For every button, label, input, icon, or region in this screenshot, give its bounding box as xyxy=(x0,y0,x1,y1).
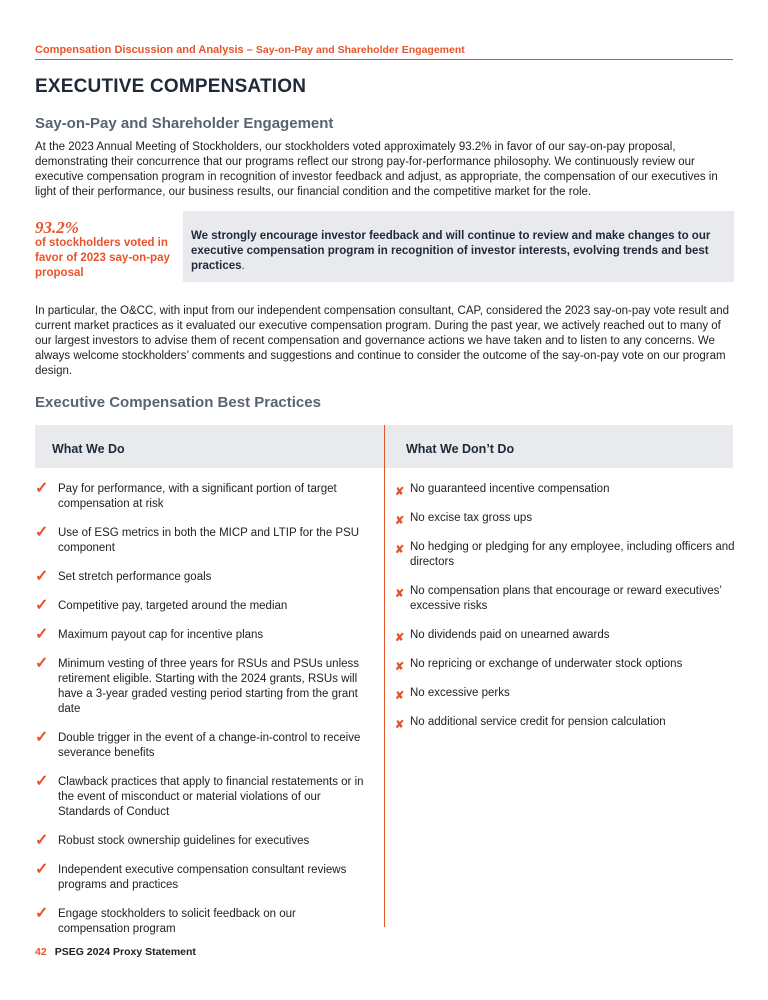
cross-icon: ✘ xyxy=(395,632,405,644)
do-list-item xyxy=(35,482,370,512)
cross-icon: ✘ xyxy=(395,486,405,498)
do-list-item-text: Maximum payout cap for incentive plans xyxy=(58,629,264,641)
callout-text: We strongly encourage investor feedback and will continue to review and make changes to our executive compensation program in recognition of investor interests, evolving trends and best practices xyxy=(191,230,711,272)
do-list-item xyxy=(35,599,370,614)
best-practices-heading: Executive Compensation Best Practices xyxy=(35,394,321,411)
callout-box xyxy=(183,211,734,282)
stat-label: of stockholders voted in favor of 2023 say-on-pay proposal xyxy=(35,237,170,279)
dont-list-item xyxy=(385,657,735,672)
header-section: Compensation Discussion and Analysis – xyxy=(35,44,256,56)
stat-value: 93.2% xyxy=(35,218,79,237)
what-we-do-heading: What We Do xyxy=(35,425,384,468)
do-list-item xyxy=(35,657,370,717)
dont-list-item-text: No guaranteed incentive compensation xyxy=(410,483,610,495)
running-header xyxy=(35,44,733,60)
cross-icon: ✘ xyxy=(395,544,405,556)
do-list-item-text: Use of ESG metrics in both the MICP and LTIP for the PSU component xyxy=(58,527,360,554)
what-we-dont-do-heading: What We Don’t Do xyxy=(385,425,733,468)
do-list-item-text: Set stretch performance goals xyxy=(58,571,212,583)
do-list-item xyxy=(35,628,370,643)
do-list-item-text: Engage stockholders to solicit feedback on our compensation program xyxy=(58,908,296,935)
checkmark-icon: ✓ xyxy=(35,861,49,878)
say-on-pay-intro: At the 2023 Annual Meeting of Stockholders, our stockholders voted approximately 93.2% in favor of our say-on-pay proposal, demonstrating their concurrence that our programs reflect our strong pay-for-performance philosophy. We continuously review our executive compensation program in recognition of investor feedback and adjust, as appropriate, the compensation of our executives in light of their performance, our business results, our financial condition and the competitive market for the role. xyxy=(35,141,718,198)
say-on-pay-followup: In particular, the O&CC, with input from our independent compensation consultant, CAP, considered the 2023 say-on-pay vote result and current market practices as it evaluated our executive compensation program. During the past year, we actively reached out to many of our largest investors to advise them of recent compensation and governance actions we have taken and to listen to any concerns. We always welcome stockholders’ comments and suggestions and continue to consider the outcome of the say-on-pay vote on our program design. xyxy=(35,305,730,377)
do-list-item-text: Minimum vesting of three years for RSUs and PSUs unless retirement eligible. Starting with the 2024 grants, RSUs will have a 3-year graded vesting period starting from the grant date xyxy=(58,658,360,715)
do-list-item-text: Competitive pay, targeted around the median xyxy=(58,600,288,612)
do-list-item-text: Independent executive compensation consultant reviews programs and practices xyxy=(58,864,347,891)
do-list-item-text: Pay for performance, with a significant portion of target compensation at risk xyxy=(58,483,337,510)
do-list-item-text: Robust stock ownership guidelines for executives xyxy=(58,835,310,847)
page-number: 42 xyxy=(35,946,47,958)
dont-list-item xyxy=(385,482,735,497)
do-list-item xyxy=(35,731,370,761)
cross-icon: ✘ xyxy=(395,690,405,702)
checkmark-icon: ✓ xyxy=(35,729,49,746)
checkmark-icon: ✓ xyxy=(35,626,49,643)
do-list-item xyxy=(35,863,370,893)
dont-list-item-text: No dividends paid on unearned awards xyxy=(410,629,610,641)
page-footer xyxy=(35,946,196,958)
dont-list-item xyxy=(385,628,735,643)
dont-list-item-text: No hedging or pledging for any employee, including officers and directors xyxy=(410,541,735,568)
do-list-item xyxy=(35,570,370,585)
say-on-pay-heading: Say-on-Pay and Shareholder Engagement xyxy=(35,115,334,132)
what-we-dont-do-list xyxy=(385,482,735,744)
checkmark-icon: ✓ xyxy=(35,773,49,790)
cross-icon: ✘ xyxy=(395,719,405,731)
checkmark-icon: ✓ xyxy=(35,524,49,541)
do-list-item xyxy=(35,834,370,849)
do-list-item xyxy=(35,907,370,937)
document-title: PSEG 2024 Proxy Statement xyxy=(54,946,196,958)
cross-icon: ✘ xyxy=(395,515,405,527)
do-list-item xyxy=(35,775,370,820)
checkmark-icon: ✓ xyxy=(35,568,49,585)
dont-list-item-text: No repricing or exchange of underwater stock options xyxy=(410,658,683,670)
dont-list-item-text: No excessive perks xyxy=(410,687,510,699)
do-list-item-text: Double trigger in the event of a change-in-control to receive severance benefits xyxy=(58,732,361,759)
what-we-do-list xyxy=(35,482,370,951)
cross-icon: ✘ xyxy=(395,588,405,600)
dont-list-item-text: No additional service credit for pension calculation xyxy=(410,716,666,728)
dont-list-item xyxy=(385,715,735,730)
dont-list-item-text: No excise tax gross ups xyxy=(410,512,533,524)
dont-list-item xyxy=(385,686,735,701)
checkmark-icon: ✓ xyxy=(35,832,49,849)
dont-list-item xyxy=(385,540,735,570)
page-title: EXECUTIVE COMPENSATION xyxy=(35,76,307,97)
header-subsection: Say-on-Pay and Shareholder Engagement xyxy=(255,44,465,56)
checkmark-icon: ✓ xyxy=(35,597,49,614)
dont-list-item xyxy=(385,511,735,526)
checkmark-icon: ✓ xyxy=(35,655,49,672)
do-list-item-text: Clawback practices that apply to financial restatements or in the event of misconduct or material violations of our Standards of Conduct xyxy=(58,776,364,818)
checkmark-icon: ✓ xyxy=(35,480,49,497)
cross-icon: ✘ xyxy=(395,661,405,673)
callout-end: . xyxy=(241,260,245,272)
do-list-item xyxy=(35,526,370,556)
checkmark-icon: ✓ xyxy=(35,905,49,922)
dont-list-item-text: No compensation plans that encourage or reward executives’ excessive risks xyxy=(410,585,722,612)
dont-list-item xyxy=(385,584,735,614)
